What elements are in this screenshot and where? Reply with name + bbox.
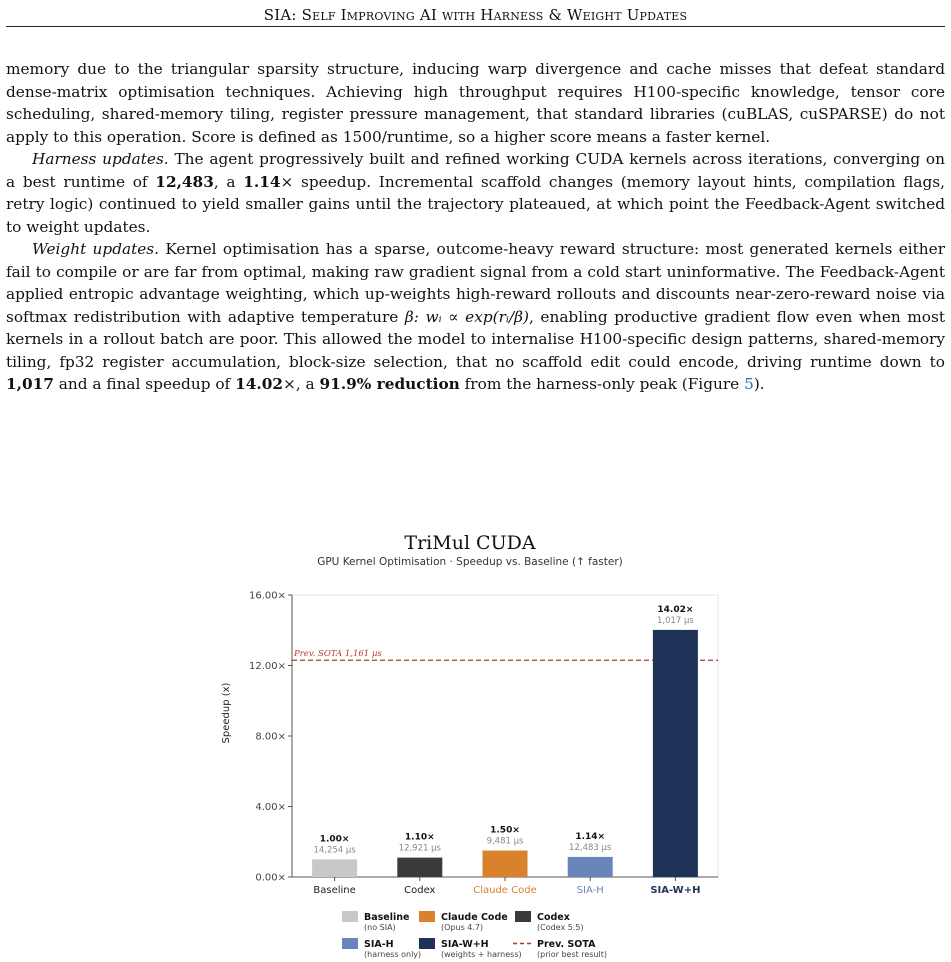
text-run: × speedup. Incremental scaffold changes (memory layout hints, compilation flags, retry logic) continued to yield smaller gains until the trajectory plateaued, at which point the Feedback-Agent switched to weight updates. bbox=[6, 172, 945, 236]
text-run: , enabling productive gradient flow even when most kernels in a rollout batch are poor. This allowed the model to internalise H100-specific design patterns, shared-memory tiling, fp32 register accumulation, block-size selection, that no scaffold edit could encode, driving runtime down to bbox=[6, 307, 946, 371]
legend-entry-title: SIA-H bbox=[364, 939, 394, 950]
bar-runtime-label: 14,254 µs bbox=[313, 845, 356, 856]
bar-value-label: 14.02× bbox=[657, 604, 694, 615]
prev-sota-label: Prev. SOTA 1,161 µs bbox=[294, 649, 382, 660]
bar bbox=[397, 858, 442, 877]
legend bbox=[342, 911, 607, 959]
figure-chart bbox=[200, 525, 740, 962]
bold-value: 12,483 bbox=[155, 172, 214, 191]
paragraph-1: memory due to the triangular sparsity structure, inducing warp divergence and cache misses that defeat standard dense-matrix optimisation techniques. Achieving high throughput requires H100-specific knowledge, tensor core scheduling, shared-memory tiling, register pressure management, that standard libraries (cuBLAS, cuSPARSE) do not apply to this operation. Score is defined as 1500/runtime, so a higher score means a faster kernel. bbox=[6, 60, 945, 146]
paragraph-weight-updates bbox=[6, 238, 945, 396]
bar-runtime-label: 12,921 µs bbox=[398, 843, 441, 854]
y-axis-label: Speedup (x) bbox=[221, 682, 232, 744]
figure-reference-link[interactable]: 5 bbox=[744, 375, 754, 393]
x-tick-label: Codex bbox=[404, 885, 436, 896]
legend-entry-title: SIA-W+H bbox=[441, 939, 489, 950]
legend-entry-sub: (harness only) bbox=[364, 950, 422, 959]
bar bbox=[568, 857, 613, 877]
legend-entry-sub: (weights + harness) bbox=[441, 950, 522, 959]
text-run: ). bbox=[753, 375, 765, 393]
running-header: SIA: Self Improving AI with Harness & Weight Updates bbox=[263, 6, 688, 24]
y-tick-label: 16.00× bbox=[248, 590, 286, 602]
legend-swatch bbox=[342, 938, 358, 949]
bar-value-label: 1.00× bbox=[319, 834, 350, 845]
legend-entry-sub: (no SIA) bbox=[364, 923, 396, 932]
legend-entry-sub: (prior best result) bbox=[537, 950, 608, 959]
bar bbox=[653, 630, 698, 877]
body-text bbox=[6, 58, 945, 396]
bar-runtime-label: 1,017 µs bbox=[656, 615, 694, 626]
bar-value-label: 1.14× bbox=[575, 831, 606, 842]
text-run: The agent progressively built and refined working CUDA kernels across iterations, converging on a best runtime of bbox=[6, 150, 945, 191]
trimul-chart bbox=[200, 525, 740, 962]
x-tick-label: SIA-H bbox=[576, 885, 604, 896]
legend-swatch bbox=[419, 938, 435, 949]
bold-value: 91.9% reduction bbox=[319, 375, 460, 393]
plot-area bbox=[249, 591, 718, 897]
runin-heading: Harness updates. bbox=[32, 150, 169, 168]
math-formula: β: wᵢ ∝ exp(rᵢ/β) bbox=[404, 307, 529, 326]
y-tick-label: 12.00× bbox=[248, 661, 286, 672]
text-run: Kernel optimisation has a sparse, outcome-heavy reward structure: most generated kernels either fail to compile or are far from optimal, making raw gradient signal from a cold start uninformative. The Feedback-Agent applied entropic advantage weighting, which up-weights high-reward rollouts and discounts near-zero-reward noise via softmax redistribution with adaptive temperature bbox=[6, 240, 945, 326]
bar bbox=[312, 859, 357, 877]
chart-subtitle: GPU Kernel Optimisation · Speedup vs. Baseline (↑ faster) bbox=[317, 556, 623, 568]
legend-swatch bbox=[419, 911, 435, 922]
bar-runtime-label: 12,483 µs bbox=[569, 842, 612, 853]
y-tick-label: 0.00× bbox=[255, 872, 286, 884]
legend-entry-title: Prev. SOTA bbox=[537, 939, 596, 950]
legend-entry-sub: (Opus 4.7) bbox=[441, 923, 484, 932]
legend-swatch bbox=[515, 911, 531, 922]
bar-value-label: 1.50× bbox=[490, 825, 520, 836]
x-tick-label: Claude Code bbox=[473, 885, 537, 896]
y-tick-label: 8.00× bbox=[255, 731, 286, 743]
bar-runtime-label: 9,481 µs bbox=[486, 836, 524, 847]
legend-swatch bbox=[342, 911, 358, 922]
bold-value: 1.14 bbox=[243, 172, 281, 191]
bar bbox=[483, 851, 528, 877]
legend-entry-title: Codex bbox=[537, 912, 570, 923]
text-run: ×, a bbox=[283, 375, 320, 393]
x-tick-label: SIA-W+H bbox=[650, 885, 701, 896]
bar-value-label: 1.10× bbox=[404, 832, 435, 843]
legend-entry-title: Claude Code bbox=[441, 912, 508, 923]
y-tick-label: 4.00× bbox=[255, 802, 286, 813]
bold-value: 14.02 bbox=[235, 375, 283, 393]
text-run: and a final speedup of bbox=[53, 375, 236, 393]
text-run: from the harness-only peak (Figure bbox=[459, 375, 745, 393]
x-tick-label: Baseline bbox=[313, 885, 356, 896]
bold-value: 1,017 bbox=[6, 375, 54, 393]
legend-entry-sub: (Codex 5.5) bbox=[537, 923, 584, 932]
paragraph-harness-updates bbox=[6, 148, 945, 238]
legend-entry-title: Baseline bbox=[364, 912, 410, 923]
chart-title: TriMul CUDA bbox=[404, 532, 536, 554]
runin-heading: Weight updates. bbox=[32, 240, 160, 258]
text-run: , a bbox=[213, 172, 244, 191]
header-rule bbox=[6, 26, 945, 27]
